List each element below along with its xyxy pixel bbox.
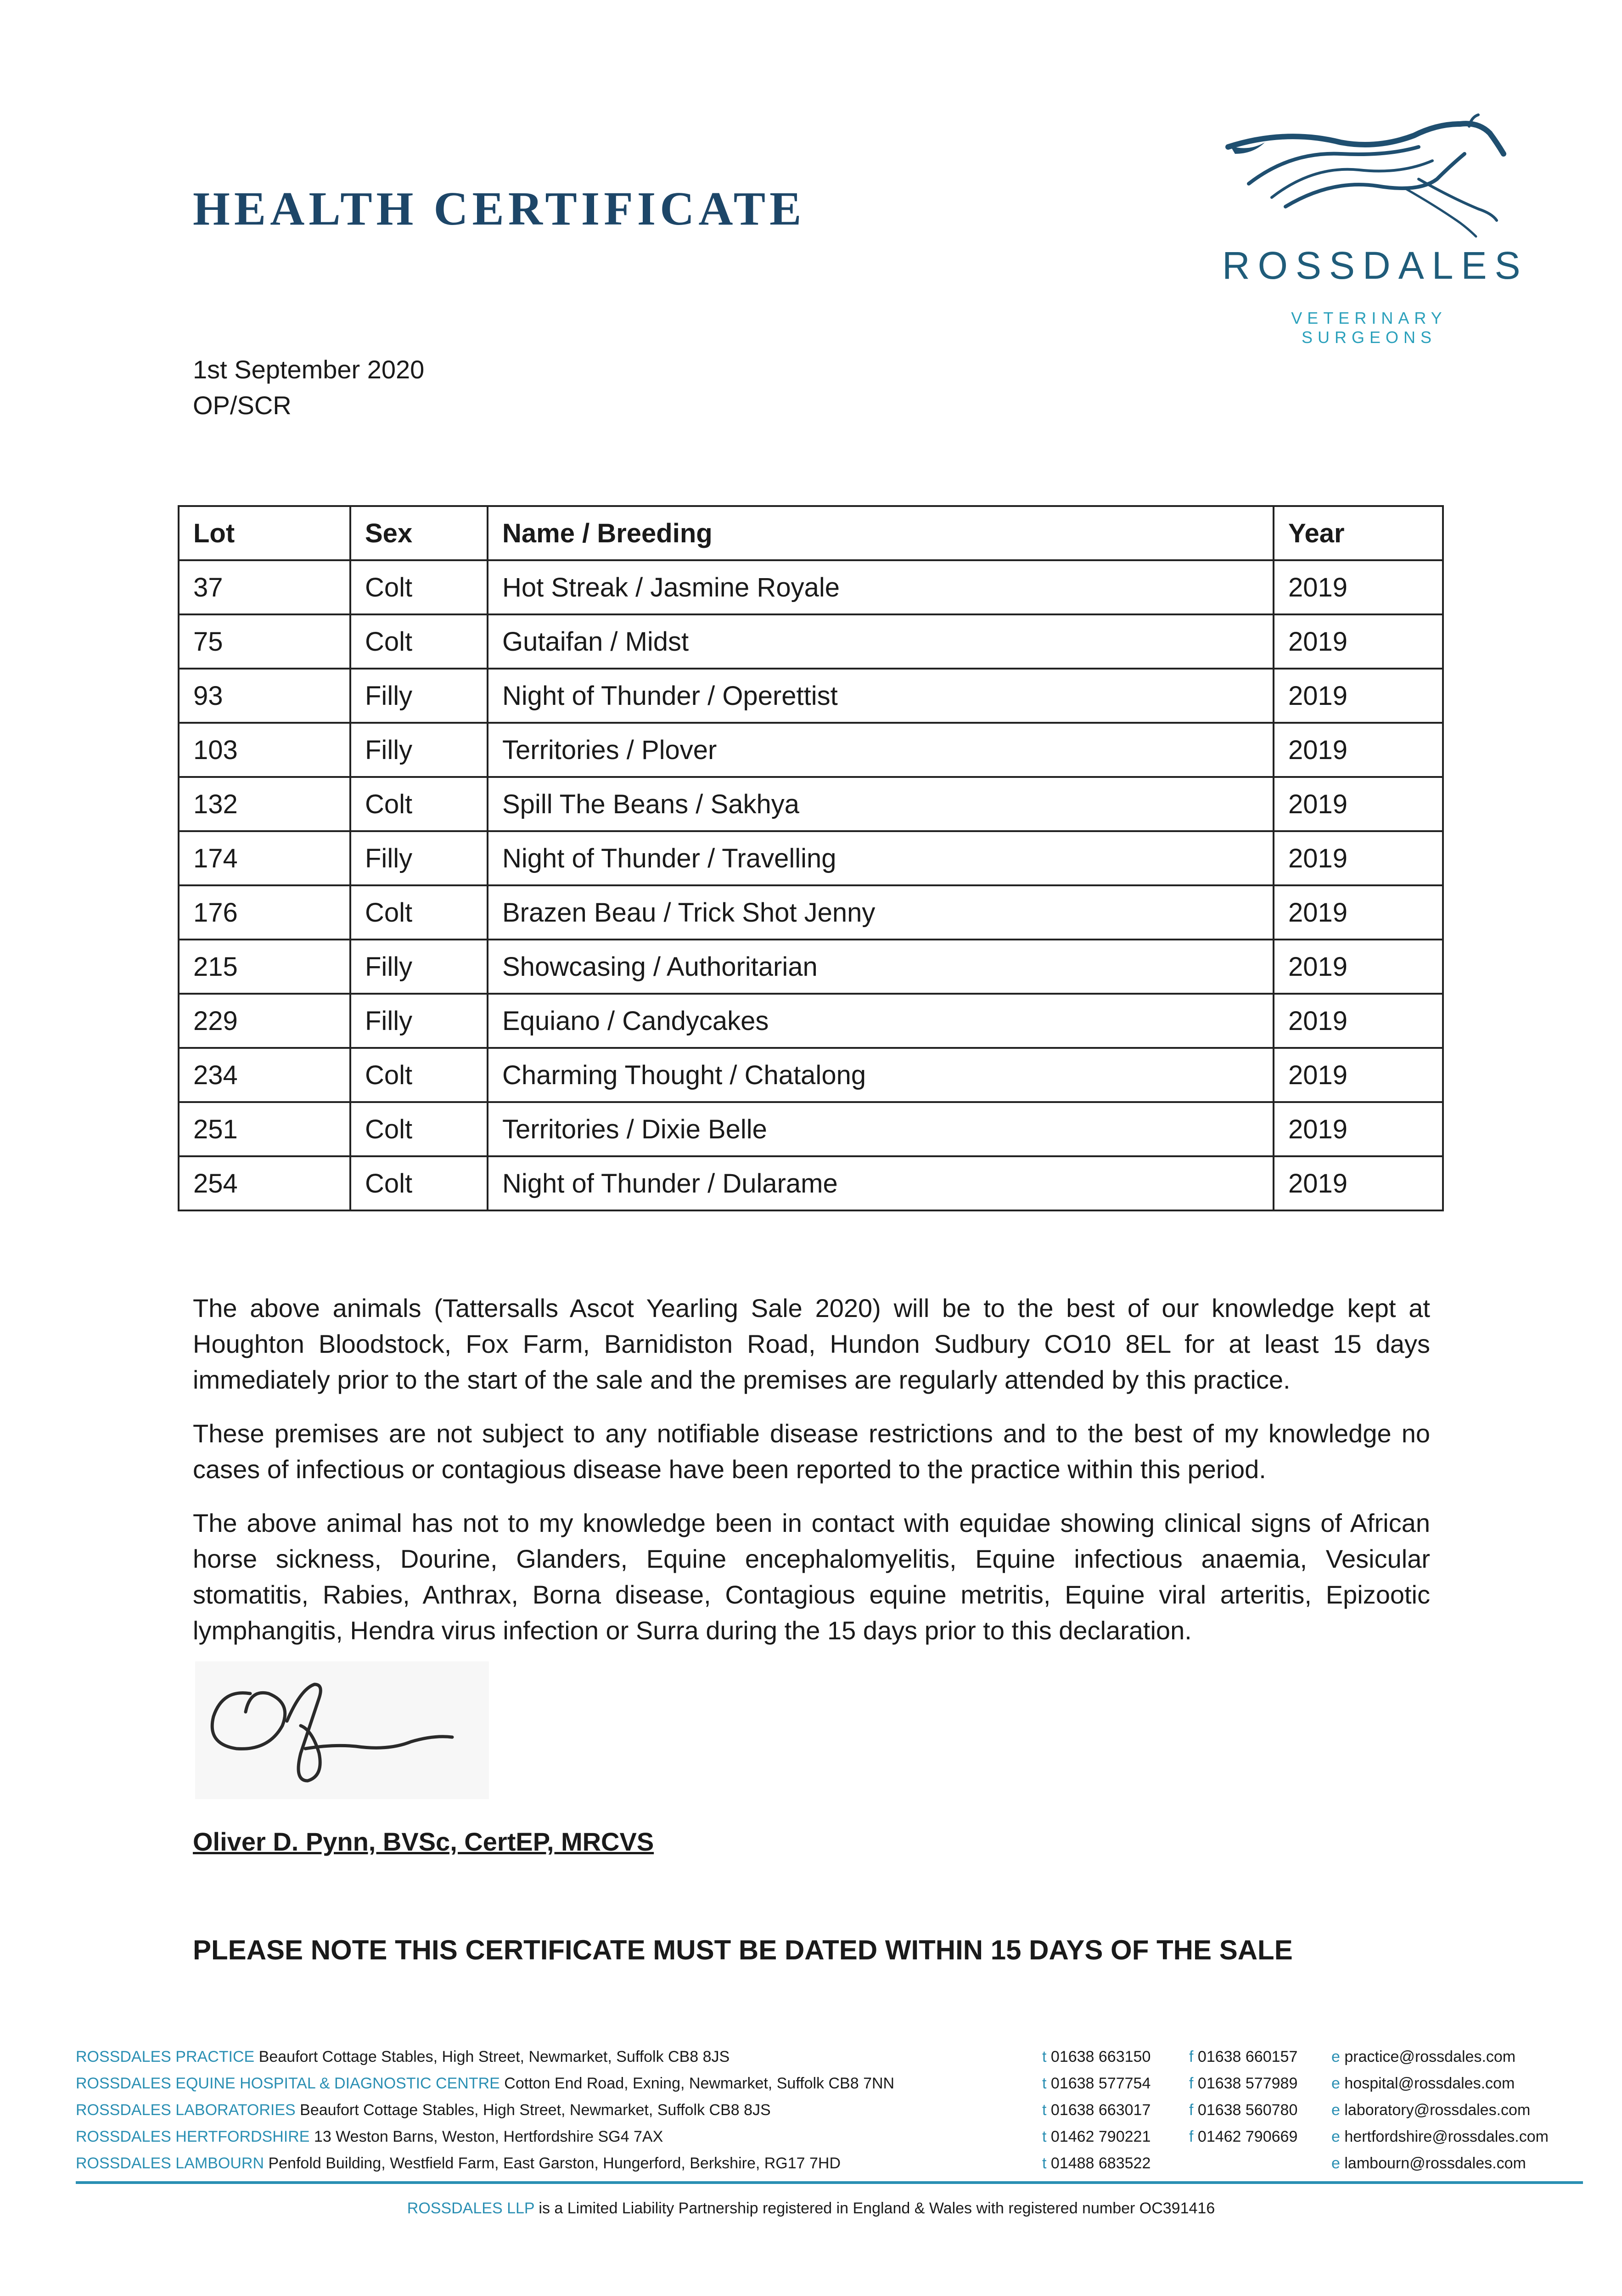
cell-year: 2019 xyxy=(1274,1048,1443,1102)
cell-year: 2019 xyxy=(1274,777,1443,831)
footer-row xyxy=(76,2128,1591,2155)
cell-lot: 93 xyxy=(179,669,350,723)
cell-year: 2019 xyxy=(1274,614,1443,669)
cell-year: 2019 xyxy=(1274,560,1443,614)
footer-row xyxy=(76,2048,1591,2075)
cell-sex: Filly xyxy=(350,831,488,885)
cell-sex: Colt xyxy=(350,1102,488,1156)
cell-sex: Colt xyxy=(350,614,488,669)
office-telephone xyxy=(1042,2048,1151,2066)
office-address: Cotton End Road, Exning, Newmarket, Suffolk CB8 7NN xyxy=(504,2075,895,2092)
cell-year: 2019 xyxy=(1274,885,1443,940)
brand-name: ROSSDALES xyxy=(1222,244,1528,287)
cell-lot: 75 xyxy=(179,614,350,669)
email-address[interactable]: hospital@rossdales.com xyxy=(1344,2075,1515,2092)
certificate-date: 1st September 2020 xyxy=(193,355,425,384)
llp-notice xyxy=(0,2200,1622,2217)
table-row xyxy=(179,669,1443,723)
email-address[interactable]: hertfordshire@rossdales.com xyxy=(1344,2128,1549,2145)
tel-number: 01638 663150 xyxy=(1050,2048,1151,2065)
fax-number: 01462 790669 xyxy=(1197,2128,1298,2145)
office-fax xyxy=(1189,2101,1297,2119)
fax-key: f xyxy=(1189,2101,1194,2119)
cell-year: 2019 xyxy=(1274,723,1443,777)
office-address: Penfold Building, Westfield Farm, East Garston, Hungerford, Berkshire, RG17 7HD xyxy=(268,2155,841,2172)
header-year: Year xyxy=(1274,506,1443,560)
office-telephone xyxy=(1042,2101,1151,2119)
office-email[interactable] xyxy=(1331,2155,1526,2172)
signatory-name: Oliver D. Pynn, BVSc, CertEP, MRCVS xyxy=(193,1827,654,1856)
cell-lot: 234 xyxy=(179,1048,350,1102)
cell-name-breeding: Night of Thunder / Travelling xyxy=(488,831,1274,885)
office-email[interactable] xyxy=(1331,2101,1530,2119)
cell-name-breeding: Charming Thought / Chatalong xyxy=(488,1048,1274,1102)
cell-lot: 254 xyxy=(179,1156,350,1210)
table-row xyxy=(179,723,1443,777)
cell-year: 2019 xyxy=(1274,1102,1443,1156)
footer-divider xyxy=(76,2181,1583,2184)
cell-lot: 215 xyxy=(179,940,350,994)
date-reference-block xyxy=(193,352,424,423)
llp-name: ROSSDALES LLP xyxy=(407,2200,534,2217)
cell-year: 2019 xyxy=(1274,831,1443,885)
table-row xyxy=(179,777,1443,831)
office-address: Beaufort Cottage Stables, High Street, Newmarket, Suffolk CB8 8JS xyxy=(300,2101,771,2119)
office-telephone xyxy=(1042,2128,1151,2146)
header-lot: Lot xyxy=(179,506,350,560)
table-header-row xyxy=(179,506,1443,560)
cell-year: 2019 xyxy=(1274,669,1443,723)
cell-year: 2019 xyxy=(1274,1156,1443,1210)
cell-name-breeding: Night of Thunder / Dularame xyxy=(488,1156,1274,1210)
certificate-title: HEALTH CERTIFICATE xyxy=(193,182,806,235)
table-row xyxy=(179,994,1443,1048)
office-name: ROSSDALES LAMBOURN xyxy=(76,2155,264,2172)
cell-name-breeding: Hot Streak / Jasmine Royale xyxy=(488,560,1274,614)
footer-contacts xyxy=(76,2048,1591,2181)
office-name: ROSSDALES HERTFORDSHIRE xyxy=(76,2128,310,2145)
email-key: e xyxy=(1331,2048,1340,2065)
table-row xyxy=(179,1102,1443,1156)
fax-number: 01638 660157 xyxy=(1197,2048,1298,2065)
cell-name-breeding: Showcasing / Authoritarian xyxy=(488,940,1274,994)
tel-number: 01488 683522 xyxy=(1050,2155,1151,2172)
fax-key: f xyxy=(1189,2048,1194,2065)
cell-lot: 174 xyxy=(179,831,350,885)
paragraph-diseases: The above animal has not to my knowledge been in contact with equidae showing clinical signs of African horse sickness, Dourine, Glanders, Equine encephalomyelitis, Equine infectious anaemia, Vesicular stomatitis, Rabies, Anthrax, Borna disease, Contagious equine metritis, Equine viral arteritis, Epizootic lymphangitis, Hendra virus infection or Surra during the 15 days prior to this declaration. xyxy=(193,1508,1430,1645)
header-name-breeding: Name / Breeding xyxy=(488,506,1274,560)
office-email[interactable] xyxy=(1331,2075,1515,2093)
office-address: Beaufort Cottage Stables, High Street, Newmarket, Suffolk CB8 8JS xyxy=(258,2048,730,2065)
cell-lot: 229 xyxy=(179,994,350,1048)
fax-number: 01638 577989 xyxy=(1197,2075,1298,2092)
office-name: ROSSDALES EQUINE HOSPITAL & DIAGNOSTIC CENTRE xyxy=(76,2075,500,2092)
email-address[interactable]: laboratory@rossdales.com xyxy=(1344,2101,1531,2119)
table-row xyxy=(179,831,1443,885)
cell-sex: Colt xyxy=(350,1048,488,1102)
cell-sex: Colt xyxy=(350,885,488,940)
cell-sex: Filly xyxy=(350,940,488,994)
table-row xyxy=(179,885,1443,940)
table-row xyxy=(179,1156,1443,1210)
tel-key: t xyxy=(1042,2048,1047,2065)
office-fax xyxy=(1189,2075,1297,2093)
llp-text: is a Limited Liability Partnership registered in England & Wales with registered number OC391416 xyxy=(539,2200,1215,2217)
tel-number: 01638 577754 xyxy=(1050,2075,1151,2092)
cell-year: 2019 xyxy=(1274,940,1443,994)
lots-table xyxy=(178,505,1444,1211)
paragraph-restrictions: These premises are not subject to any notifiable disease restrictions and to the best of my knowledge no cases of infectious or contagious disease have been reported to the practice within this period. xyxy=(193,1419,1430,1484)
email-address[interactable]: lambourn@rossdales.com xyxy=(1344,2155,1526,2172)
tel-number: 01638 663017 xyxy=(1050,2101,1151,2119)
email-address[interactable]: practice@rossdales.com xyxy=(1344,2048,1516,2065)
email-key: e xyxy=(1331,2128,1340,2145)
cell-name-breeding: Equiano / Candycakes xyxy=(488,994,1274,1048)
cell-lot: 37 xyxy=(179,560,350,614)
header-sex: Sex xyxy=(350,506,488,560)
office-name: ROSSDALES LABORATORIES xyxy=(76,2101,296,2119)
reference-code: OP/SCR xyxy=(193,391,292,420)
dating-notice: PLEASE NOTE THIS CERTIFICATE MUST BE DATED WITHIN 15 DAYS OF THE SALE xyxy=(193,1935,1293,1965)
table-row xyxy=(179,1048,1443,1102)
footer-row xyxy=(76,2155,1591,2181)
office-name: ROSSDALES PRACTICE xyxy=(76,2048,255,2065)
cell-sex: Filly xyxy=(350,994,488,1048)
email-key: e xyxy=(1331,2155,1340,2172)
office-email[interactable] xyxy=(1331,2048,1515,2066)
cell-name-breeding: Brazen Beau / Trick Shot Jenny xyxy=(488,885,1274,940)
cell-name-breeding: Territories / Plover xyxy=(488,723,1274,777)
email-key: e xyxy=(1331,2075,1340,2092)
cell-sex: Colt xyxy=(350,560,488,614)
office-address: 13 Weston Barns, Weston, Hertfordshire SG4 7AX xyxy=(314,2128,663,2145)
tel-key: t xyxy=(1042,2101,1047,2119)
tel-key: t xyxy=(1042,2155,1047,2172)
office-telephone xyxy=(1042,2155,1151,2172)
cell-name-breeding: Gutaifan / Midst xyxy=(488,614,1274,669)
horse-logo-icon xyxy=(1221,110,1515,253)
cell-sex: Filly xyxy=(350,723,488,777)
fax-key: f xyxy=(1189,2128,1194,2145)
cell-sex: Filly xyxy=(350,669,488,723)
footer-row xyxy=(76,2075,1591,2101)
office-fax xyxy=(1189,2048,1297,2066)
cell-lot: 103 xyxy=(179,723,350,777)
cell-lot: 176 xyxy=(179,885,350,940)
tel-key: t xyxy=(1042,2075,1047,2092)
table-row xyxy=(179,940,1443,994)
office-fax xyxy=(1189,2128,1297,2146)
cell-name-breeding: Night of Thunder / Operettist xyxy=(488,669,1274,723)
cell-lot: 132 xyxy=(179,777,350,831)
office-telephone xyxy=(1042,2075,1151,2093)
email-key: e xyxy=(1331,2101,1340,2119)
tel-number: 01462 790221 xyxy=(1050,2128,1151,2145)
cell-sex: Colt xyxy=(350,1156,488,1210)
fax-number: 01638 560780 xyxy=(1197,2101,1298,2119)
table-row xyxy=(179,560,1443,614)
paragraph-premises: The above animals (Tattersalls Ascot Yearling Sale 2020) will be to the best of our knowledge kept at Houghton Bloodstock, Fox Farm, Barnidiston Road, Hundon Sudbury CO10 8EL for at least 15 days immediately prior to the start of the sale and the premises are regularly attended by this practice. xyxy=(193,1294,1430,1394)
brand-subtitle: VETERINARY SURGEONS xyxy=(1291,309,1447,347)
tel-key: t xyxy=(1042,2128,1047,2145)
footer-row xyxy=(76,2101,1591,2128)
office-email[interactable] xyxy=(1331,2128,1549,2146)
cell-lot: 251 xyxy=(179,1102,350,1156)
cell-sex: Colt xyxy=(350,777,488,831)
cell-year: 2019 xyxy=(1274,994,1443,1048)
signature-image xyxy=(195,1661,489,1799)
cell-name-breeding: Territories / Dixie Belle xyxy=(488,1102,1274,1156)
fax-key: f xyxy=(1189,2075,1194,2092)
cell-name-breeding: Spill The Beans / Sakhya xyxy=(488,777,1274,831)
table-row xyxy=(179,614,1443,669)
